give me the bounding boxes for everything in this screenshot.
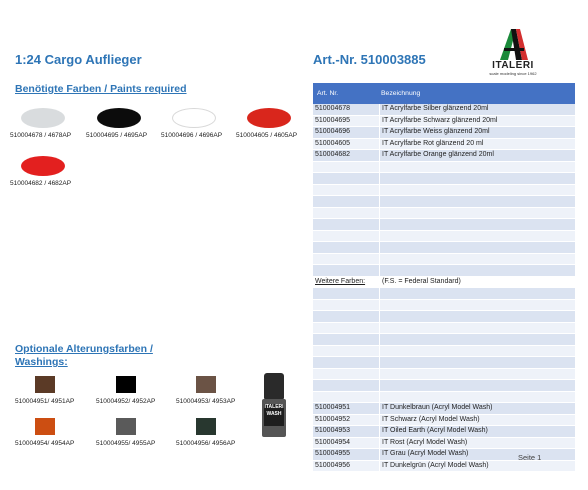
article-number: Art.-Nr. 510003885 — [313, 52, 426, 67]
table-row — [313, 185, 575, 197]
cell-bezeichnung: IT Acrylfarbe Silber glänzend 20ml — [382, 105, 489, 112]
cell-art-nr — [313, 300, 380, 311]
table-row — [313, 173, 575, 185]
cell-art-nr — [313, 323, 380, 334]
table-row — [313, 438, 575, 450]
cell-art-nr — [313, 334, 380, 345]
cell-bezeichnung — [380, 323, 575, 334]
cell-bezeichnung: IT Schwarz (Acryl Model Wash) — [382, 415, 480, 423]
paint-code: 510004695 / 4695AP — [86, 132, 148, 139]
cell-bezeichnung: IT Acrylfarbe Schwarz glänzend 20ml — [382, 116, 498, 124]
wash-swatch — [15, 418, 105, 447]
paint-color-blob — [21, 108, 65, 128]
cell-bezeichnung — [380, 369, 575, 380]
cell-bezeichnung: IT Acrylfarbe Orange glänzend 20ml — [382, 151, 494, 158]
cell-bezeichnung — [380, 265, 575, 276]
table-row — [313, 426, 575, 438]
cell-art-nr — [313, 265, 380, 276]
wash-swatch — [176, 376, 266, 405]
cell-art-nr — [313, 231, 380, 242]
cell-art-nr: 510004678 — [313, 104, 380, 115]
table-row — [313, 311, 575, 323]
wash-code: 510004951/ 4951AP — [15, 398, 75, 405]
cell-art-nr: 510004605 — [313, 139, 380, 150]
cell-bezeichnung: IT Acrylfarbe Rot glänzend 20 ml — [382, 139, 484, 147]
header-art-nr: Art. Nr. — [317, 90, 339, 97]
cell-bezeichnung — [380, 231, 575, 242]
paints-required-heading: Benötigte Farben / Paints required — [15, 83, 187, 95]
table-row — [313, 265, 575, 277]
wash-color-square — [116, 376, 136, 393]
paint-code: 510004678 / 4678AP — [10, 132, 72, 139]
cell-bezeichnung: IT Acrylfarbe Weiss glänzend 20ml — [382, 128, 490, 135]
cell-art-nr — [313, 369, 380, 380]
cell-art-nr: 510004956 — [313, 461, 380, 472]
wash-code: 510004956/ 4956AP — [176, 440, 236, 447]
cell-bezeichnung — [380, 357, 575, 368]
cell-bezeichnung: IT Rost (Acryl Model Wash) — [382, 438, 468, 446]
wash-code: 510004955/ 4955AP — [96, 440, 156, 447]
wash-code: 510004952/ 4952AP — [96, 398, 156, 405]
header-bezeichnung: Bezeichnung — [381, 90, 421, 97]
cell-art-nr — [313, 219, 380, 230]
cell-bezeichnung — [380, 380, 575, 391]
table-row — [313, 277, 575, 289]
cell-bezeichnung — [380, 242, 575, 253]
table-row — [313, 380, 575, 392]
cell-art-nr — [313, 288, 380, 299]
wash-color-square — [196, 376, 216, 393]
cell-bezeichnung — [380, 173, 575, 184]
cell-art-nr: 510004682 — [313, 150, 380, 161]
table-row — [313, 219, 575, 231]
cell-art-nr: 510004953 — [313, 426, 380, 437]
cell-bezeichnung: IT Dunkelbraun (Acryl Model Wash) — [382, 404, 493, 411]
cell-art-nr — [313, 242, 380, 253]
cell-bezeichnung: IT Oiled Earth (Acryl Model Wash) — [382, 427, 488, 434]
cell-bezeichnung — [380, 162, 575, 173]
cell-bezeichnung: IT Dunkelgrün (Acryl Model Wash) — [382, 461, 489, 469]
cell-art-nr — [313, 346, 380, 357]
table-row — [313, 334, 575, 346]
paint-swatch — [86, 108, 160, 139]
table-row — [313, 357, 575, 369]
paint-swatch — [161, 108, 235, 139]
wash-bottle-image — [262, 373, 286, 439]
table-row — [313, 139, 575, 151]
cell-art-nr: 510004955 — [313, 449, 380, 460]
bottle-label: ITALERI WASH — [264, 404, 284, 426]
page-title: 1:24 Cargo Auflieger — [15, 52, 142, 67]
cell-art-nr — [313, 311, 380, 322]
table-header — [313, 83, 575, 104]
cell-art-nr: Weitere Farben: — [313, 277, 380, 288]
cell-bezeichnung — [380, 208, 575, 219]
table-row — [313, 254, 575, 266]
table-row — [313, 231, 575, 243]
paint-code: 510004682 / 4682AP — [10, 180, 72, 187]
paint-code: 510004696 / 4696AP — [161, 132, 223, 139]
paint-color-blob — [172, 108, 216, 128]
table-row — [313, 208, 575, 220]
cell-bezeichnung — [380, 196, 575, 207]
bottle-cap — [264, 373, 284, 399]
wash-swatch — [176, 418, 266, 447]
table-row — [313, 369, 575, 381]
paint-color-blob — [97, 108, 141, 128]
table-row — [313, 242, 575, 254]
table-row — [313, 300, 575, 312]
wash-color-square — [35, 418, 55, 435]
cell-art-nr — [313, 357, 380, 368]
logo-tagline: scale modeling since 1962 — [489, 71, 537, 76]
cell-art-nr — [313, 196, 380, 207]
table-body — [313, 104, 575, 472]
wash-swatch — [96, 376, 186, 405]
page-number: Seite 1 — [518, 453, 542, 462]
italeri-logo — [478, 26, 548, 78]
logo-a-icon — [478, 26, 548, 62]
cell-bezeichnung — [380, 300, 575, 311]
paint-color-blob — [21, 156, 65, 176]
wash-code: 510004954/ 4954AP — [15, 440, 75, 447]
cell-art-nr: 510004951 — [313, 403, 380, 414]
table-row — [313, 196, 575, 208]
cell-art-nr: 510004954 — [313, 438, 380, 449]
cell-bezeichnung — [380, 219, 575, 230]
wash-code: 510004953/ 4953AP — [176, 398, 236, 405]
logo-brand-text: ITALERI — [492, 60, 534, 71]
table-row — [313, 150, 575, 162]
cell-art-nr — [313, 392, 380, 403]
cell-bezeichnung: IT Grau (Acryl Model Wash) — [382, 450, 469, 457]
cell-art-nr — [313, 208, 380, 219]
table-row — [313, 104, 575, 116]
cell-bezeichnung — [380, 185, 575, 196]
cell-art-nr — [313, 254, 380, 265]
optional-washings-heading: Optionale Alterungsfarben / Washings: — [15, 343, 153, 368]
table-row — [313, 461, 575, 473]
table-row — [313, 403, 575, 415]
table-row — [313, 127, 575, 139]
cell-art-nr — [313, 173, 380, 184]
cell-bezeichnung — [380, 288, 575, 299]
paint-swatch — [236, 108, 310, 139]
wash-color-square — [116, 418, 136, 435]
cell-art-nr: 510004696 — [313, 127, 380, 138]
cell-bezeichnung — [380, 392, 575, 403]
table-row — [313, 323, 575, 335]
cell-art-nr — [313, 185, 380, 196]
paint-swatch — [10, 156, 84, 187]
wash-color-square — [35, 376, 55, 393]
paint-code: 510004605 / 4605AP — [236, 132, 298, 139]
table-row — [313, 346, 575, 358]
wash-color-square — [196, 418, 216, 435]
paint-color-blob — [247, 108, 291, 128]
cell-art-nr — [313, 380, 380, 391]
cell-art-nr: 510004952 — [313, 415, 380, 426]
cell-bezeichnung — [380, 334, 575, 345]
table-row — [313, 392, 575, 404]
table-row — [313, 116, 575, 128]
paint-table — [313, 83, 575, 472]
table-row — [313, 162, 575, 174]
cell-bezeichnung — [380, 254, 575, 265]
table-row — [313, 288, 575, 300]
cell-bezeichnung: (F.S. = Federal Standard) — [382, 277, 461, 285]
table-row — [313, 415, 575, 427]
cell-bezeichnung — [380, 311, 575, 322]
cell-bezeichnung — [380, 346, 575, 357]
wash-swatch — [96, 418, 186, 447]
paint-swatch — [10, 108, 84, 139]
wash-swatch — [15, 376, 105, 405]
cell-art-nr — [313, 162, 380, 173]
cell-art-nr: 510004695 — [313, 116, 380, 127]
